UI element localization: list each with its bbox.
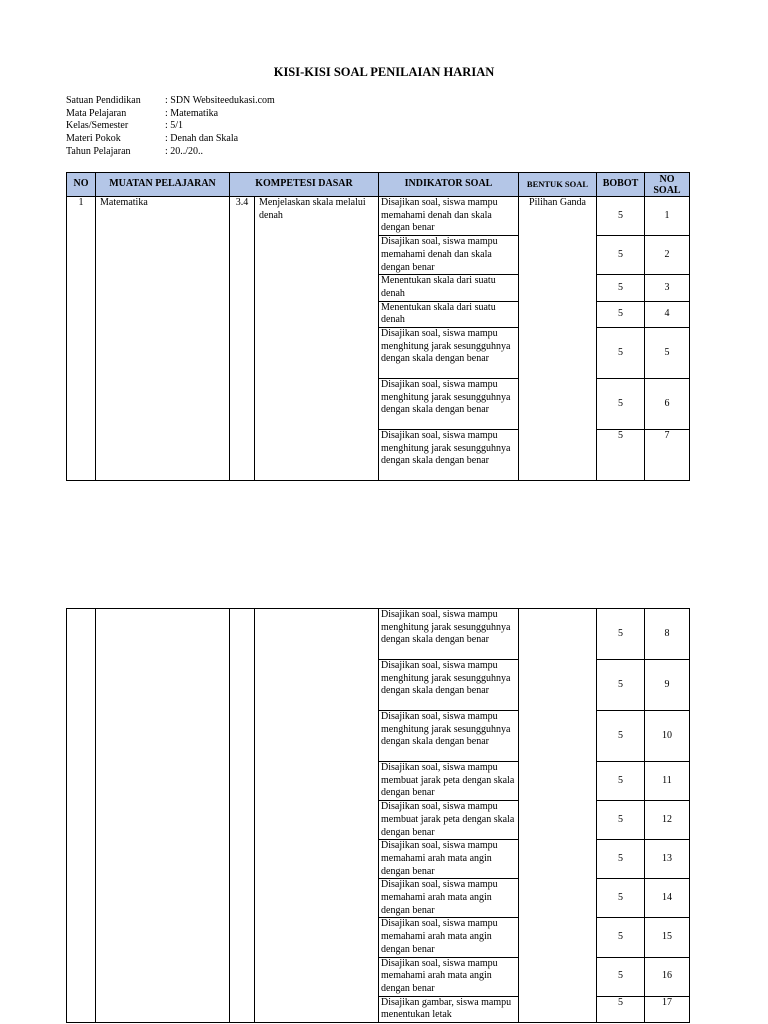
cell-bobot: 5 [597, 711, 645, 762]
cell-no-empty [67, 609, 96, 1023]
info-value: : 20../20.. [165, 145, 204, 157]
cell-indikator: Disajikan soal, siswa mampu memahami denah dan skala dengan benar [379, 236, 519, 275]
info-label: Kelas/Semester [66, 120, 129, 132]
cell-indikator: Disajikan gambar, siswa mampu menentukan letak [379, 996, 519, 1022]
cell-bobot: 5 [597, 379, 645, 430]
cell-indikator: Disajikan soal, siswa mampu memahami arah mata angin dengan benar [379, 879, 519, 918]
info-label: Mata Pelajaran [66, 107, 127, 119]
cell-no-soal: 17 [645, 996, 690, 1022]
header-kompetensi: KOMPETESI DASAR [230, 173, 379, 197]
cell-indikator: Disajikan soal, siswa mampu menghitung jarak sesungguhnya dengan skala dengan benar [379, 609, 519, 660]
cell-indikator: Menentukan skala dari suatu denah [379, 275, 519, 301]
cell-no: 1 [67, 197, 96, 481]
cell-bobot: 5 [597, 328, 645, 379]
kisi-kisi-table-page-2 [66, 608, 690, 1023]
cell-bobot: 5 [597, 918, 645, 957]
document-title: KISI-KISI SOAL PENILAIAN HARIAN [273, 65, 495, 79]
cell-bobot: 5 [597, 879, 645, 918]
cell-no-soal: 9 [645, 660, 690, 711]
table-header-row [67, 173, 690, 197]
kisi-kisi-table-page-1 [66, 172, 690, 481]
cell-bobot: 5 [597, 609, 645, 660]
header-indikator: INDIKATOR SOAL [379, 173, 519, 197]
cell-bobot: 5 [597, 236, 645, 275]
cell-indikator: Disajikan soal, siswa mampu memahami denah dan skala dengan benar [379, 197, 519, 236]
header-no-soal-line1: NO [659, 173, 675, 185]
header-muatan: MUATAN PELAJARAN [96, 173, 230, 197]
cell-kd-text-empty [255, 609, 379, 1023]
cell-bobot: 5 [597, 430, 645, 481]
cell-indikator: Disajikan soal, siswa mampu menghitung jarak sesungguhnya dengan skala dengan benar [379, 328, 519, 379]
cell-muatan: Matematika [96, 197, 230, 481]
cell-bentuk-soal: Pilihan Ganda [519, 197, 597, 481]
info-row [66, 120, 275, 133]
cell-no-soal: 4 [645, 301, 690, 327]
cell-no-soal: 7 [645, 430, 690, 481]
cell-no-soal: 10 [645, 711, 690, 762]
info-label: Satuan Pendidikan [66, 95, 141, 106]
header-bobot: BOBOT [597, 173, 645, 197]
cell-no-soal: 6 [645, 379, 690, 430]
cell-indikator: Disajikan soal, siswa mampu memahami arah mata angin dengan benar [379, 840, 519, 879]
cell-no-soal: 1 [645, 197, 690, 236]
cell-indikator: Disajikan soal, siswa mampu membuat jarak peta dengan skala dengan benar [379, 801, 519, 840]
cell-no-soal: 8 [645, 609, 690, 660]
cell-indikator: Disajikan soal, siswa mampu menghitung jarak sesungguhnya dengan skala dengan benar [379, 711, 519, 762]
cell-bobot: 5 [597, 801, 645, 840]
info-label: Materi Pokok [66, 133, 121, 145]
cell-indikator: Disajikan soal, siswa mampu membuat jarak peta dengan skala dengan benar [379, 762, 519, 801]
header-no: NO [67, 173, 96, 197]
info-block [66, 95, 275, 159]
cell-no-soal: 15 [645, 918, 690, 957]
info-label: Tahun Pelajaran [66, 145, 131, 157]
cell-indikator: Disajikan soal, siswa mampu menghitung jarak sesungguhnya dengan skala dengan benar [379, 660, 519, 711]
info-value: : SDN Websiteedukasi.com [165, 95, 275, 106]
cell-no-soal: 11 [645, 762, 690, 801]
cell-bobot: 5 [597, 301, 645, 327]
cell-no-soal: 12 [645, 801, 690, 840]
table-row [67, 609, 690, 660]
table-row [67, 197, 690, 236]
cell-muatan-empty [96, 609, 230, 1023]
cell-bobot: 5 [597, 660, 645, 711]
info-row [66, 95, 275, 108]
cell-no-soal: 13 [645, 840, 690, 879]
header-no-soal [645, 173, 690, 197]
info-row [66, 146, 275, 159]
cell-bobot: 5 [597, 197, 645, 236]
cell-bobot: 5 [597, 840, 645, 879]
cell-kd-number: 3.4 [230, 197, 255, 481]
cell-bobot: 5 [597, 762, 645, 801]
info-row [66, 108, 275, 121]
cell-indikator: Disajikan soal, siswa mampu memahami arah mata angin dengan benar [379, 918, 519, 957]
cell-no-soal: 2 [645, 236, 690, 275]
cell-indikator: Disajikan soal, siswa mampu menghitung jarak sesungguhnya dengan skala dengan benar [379, 379, 519, 430]
cell-no-soal: 14 [645, 879, 690, 918]
header-no-soal-line2: SOAL [653, 184, 681, 196]
info-value: : Denah dan Skala [165, 133, 239, 145]
info-value: : Matematika [165, 107, 219, 119]
cell-bobot: 5 [597, 275, 645, 301]
cell-indikator: Disajikan soal, siswa mampu menghitung jarak sesungguhnya dengan skala dengan benar [379, 430, 519, 481]
info-row [66, 133, 275, 146]
header-bentuk-soal: BENTUK SOAL [519, 173, 597, 197]
cell-bobot: 5 [597, 996, 645, 1022]
cell-kd-text: Menjelaskan skala melalui denah [255, 197, 379, 481]
info-value: : 5/1 [165, 120, 184, 132]
cell-bentuk-soal-empty [519, 609, 597, 1023]
cell-indikator: Menentukan skala dari suatu denah [379, 301, 519, 327]
cell-no-soal: 16 [645, 957, 690, 996]
cell-bobot: 5 [597, 957, 645, 996]
cell-no-soal: 3 [645, 275, 690, 301]
cell-kd-number-empty [230, 609, 255, 1023]
cell-indikator: Disajikan soal, siswa mampu memahami arah mata angin dengan benar [379, 957, 519, 996]
cell-no-soal: 5 [645, 328, 690, 379]
